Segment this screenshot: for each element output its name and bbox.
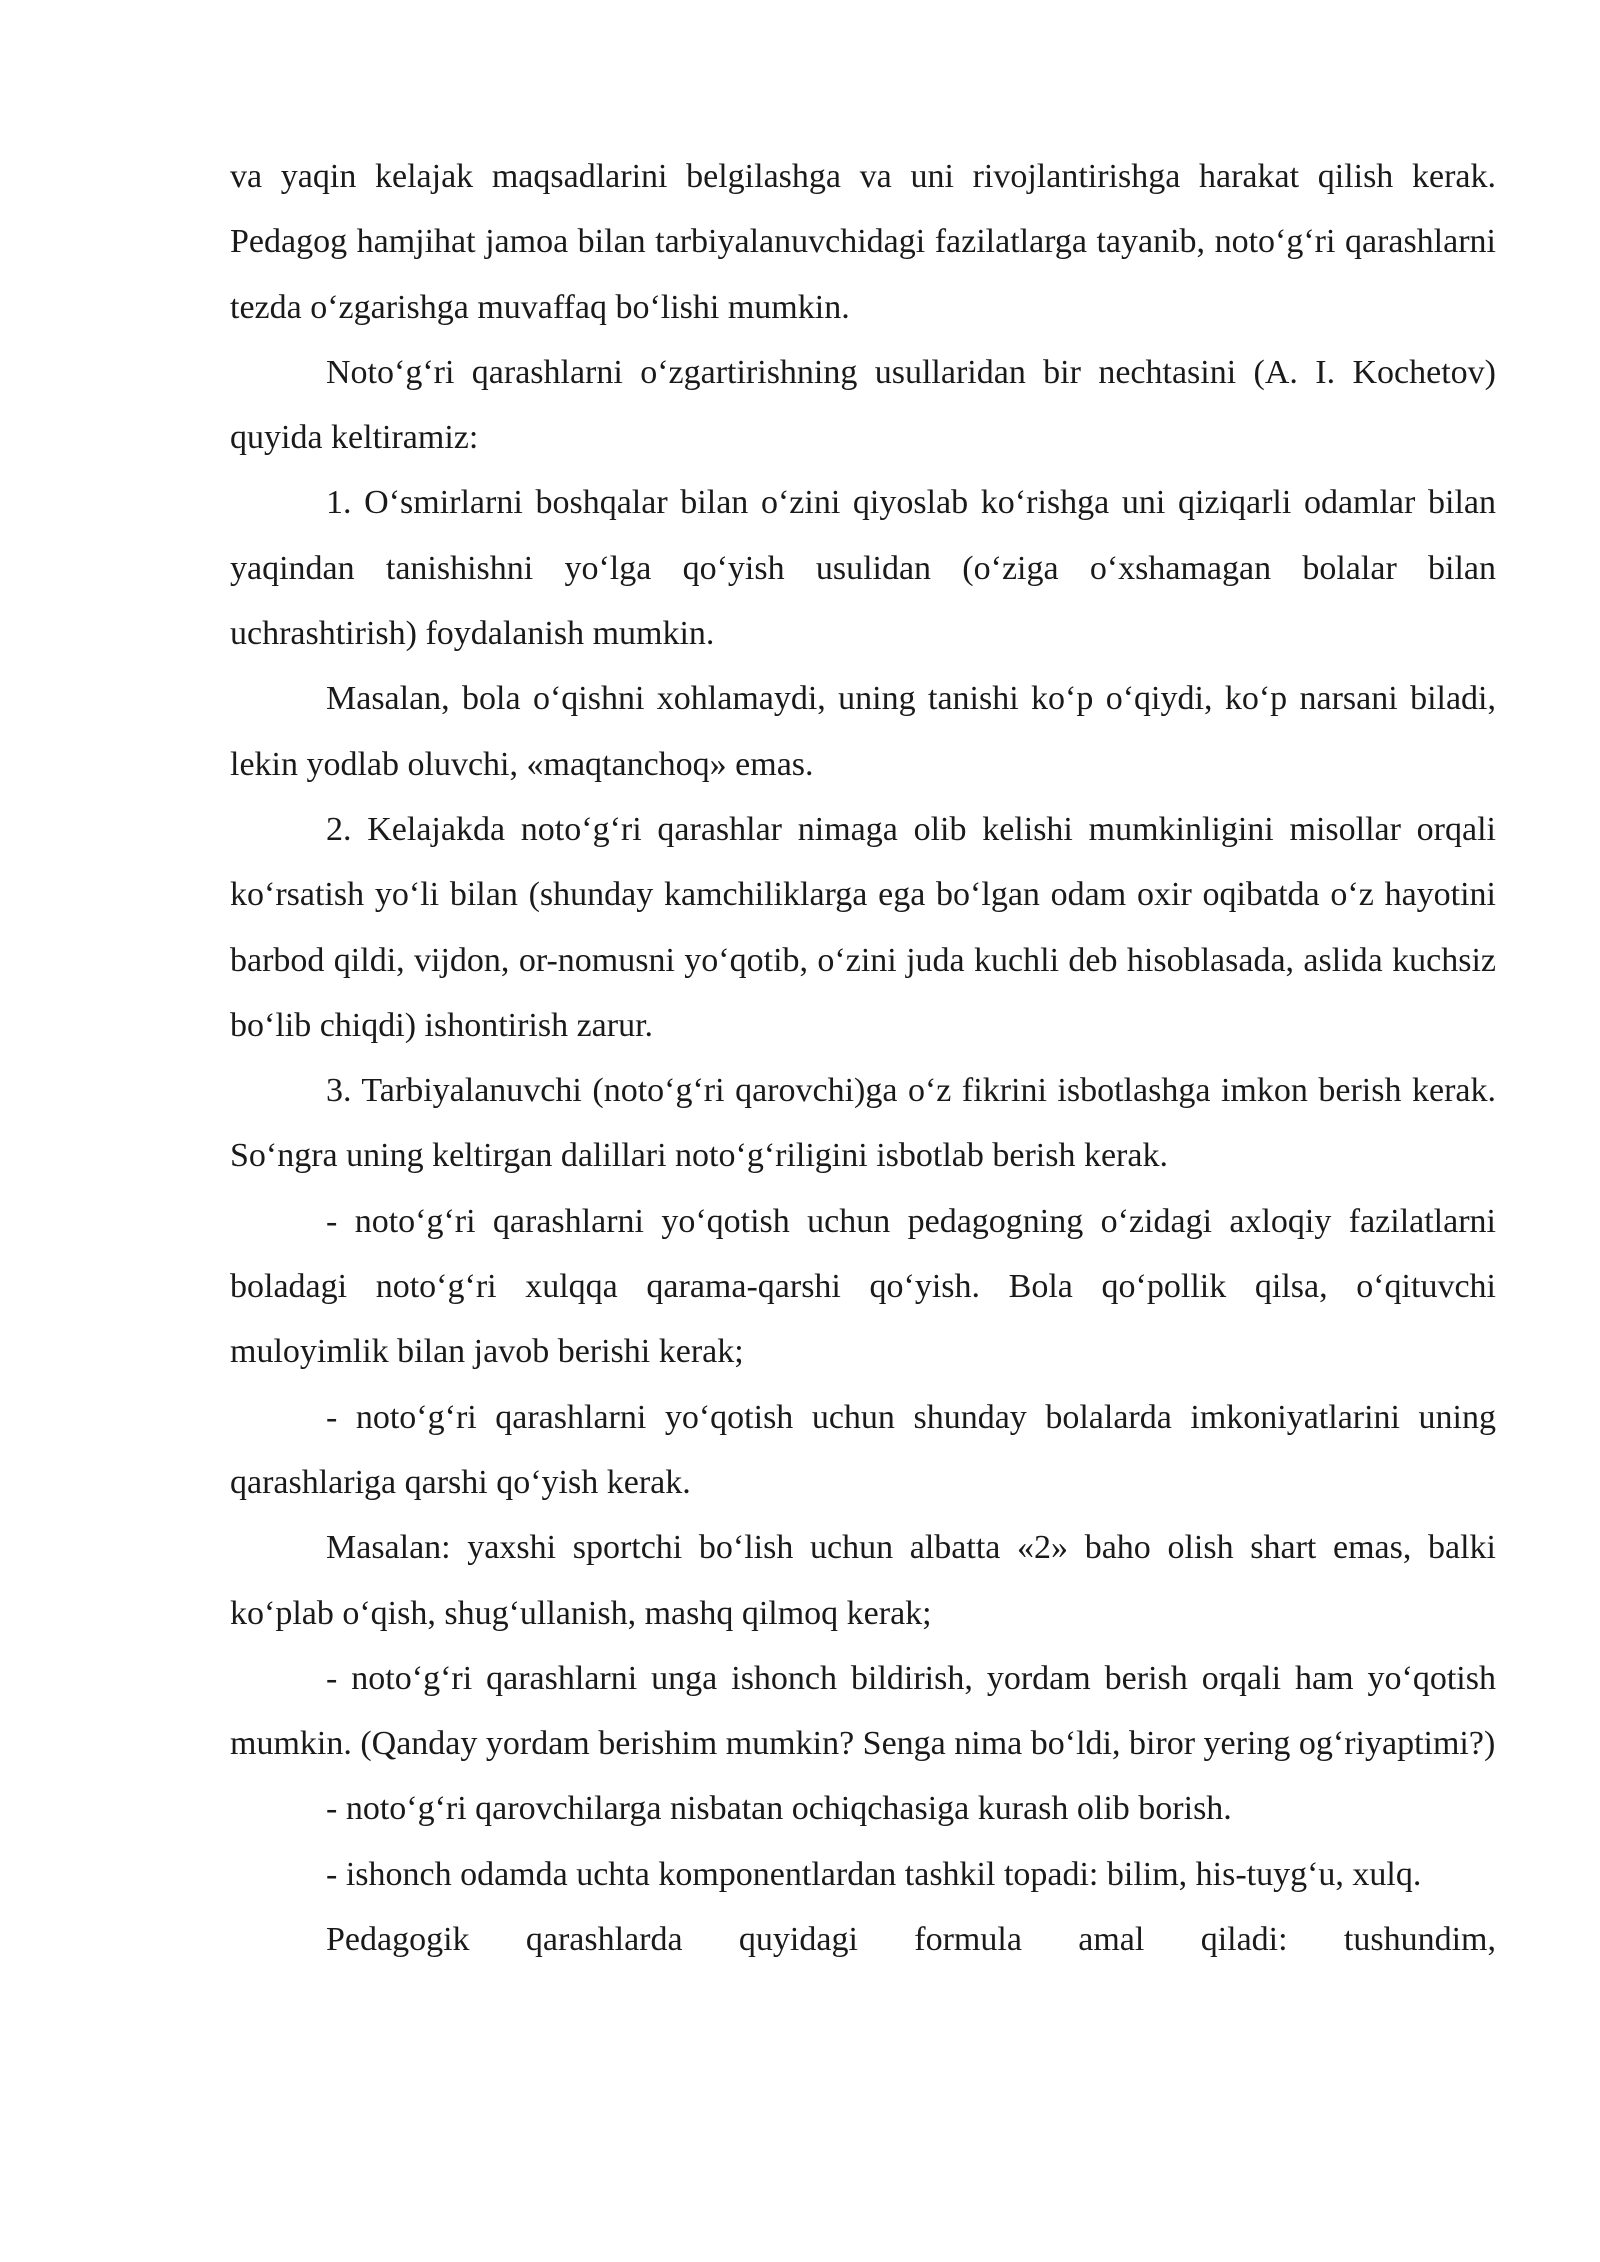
paragraph-4: Masalan, bola o‘qishni xohlamaydi, uning tanishi ko‘p o‘qiydi, ko‘p narsani biladi, lekin yodlab oluvchi, «maqtanchoq» emas. bbox=[230, 680, 1496, 783]
paragraph-7: - noto‘g‘ri qarashlarni yo‘qotish uchun pedagogning o‘zidagi axloqiy fazilatlarni boladagi noto‘g‘ri xulqqa qarama-qarshi qo‘yish. Bola qo‘pollik qilsa, o‘qituvchi muloyimlik bilan javob berishi kerak; bbox=[230, 1202, 1496, 1371]
paragraph-5: 2. Kelajakda noto‘g‘ri qarashlar nimaga olib kelishi mumkinligini misollar orqali ko‘rsatish yo‘li bilan (shunday kamchiliklarga ega bo‘lgan odam oxir oqibatda o‘z hayotini barbod qildi, vijdon, or-nomusni yo‘qotib, o‘zini juda kuchli deb hisoblasada, aslida kuchsiz bo‘lib chiqdi) ishontirish zarur. bbox=[230, 810, 1496, 1044]
document-page bbox=[230, 144, 1496, 1972]
paragraph-3: 1. O‘smirlarni boshqalar bilan o‘zini qiyoslab ko‘rishga uni qiziqarli odamlar bilan yaqindan tanishishni yo‘lga qo‘yish usulidan (o‘ziga o‘xshamagan bolalar bilan uchrashtirish) foydalanish mumkin. bbox=[230, 484, 1496, 653]
paragraph-11: - noto‘g‘ri qarovchilarga nisbatan ochiqchasiga kurash olib borish. bbox=[326, 1790, 1232, 1828]
paragraph-2: Noto‘g‘ri qarashlarni o‘zgartirishning usullaridan bir nechtasini (A. I. Kochetov) quyida keltiramiz: bbox=[230, 353, 1496, 457]
paragraph-13: Pedagogik qarashlarda quyidagi formula amal qiladi: tushundim, bbox=[326, 1921, 1496, 1959]
paragraph-8: - noto‘g‘ri qarashlarni yo‘qotish uchun shunday bolalarda imkoniyatlarini uning qarashlariga qarshi qo‘yish kerak. bbox=[230, 1398, 1496, 1501]
paragraph-12: - ishonch odamda uchta komponentlardan tashkil topadi: bilim, his-tuyg‘u, xulq. bbox=[326, 1855, 1422, 1893]
paragraph-1: va yaqin kelajak maqsadlarini belgilashga va uni rivojlantirishga harakat qilish kerak. Pedagog hamjihat jamoa bilan tarbiyalanuvchidagi fazilatlarga tayanib, noto‘g‘ri qarashlarni tezda o‘zgarishga muvaffaq bo‘lishi mumkin. bbox=[230, 158, 1496, 326]
paragraph-6: 3. Tarbiyalanuvchi (noto‘g‘ri qarovchi)ga o‘z fikrini isbotlashga imkon berish kerak. So‘ngra uning keltirgan dalillari noto‘g‘riligini isbotlab berish kerak. bbox=[230, 1072, 1496, 1175]
paragraph-10: - noto‘g‘ri qarashlarni unga ishonch bildirish, yordam berish orqali ham yo‘qotish mumkin. (Qanday yordam berishim mumkin? Senga nima bo‘ldi, biror yering og‘riyaptimi?) bbox=[230, 1659, 1496, 1763]
paragraph-9: Masalan: yaxshi sportchi bo‘lish uchun albatta «2» baho olish shart emas, balki ko‘plab o‘qish, shug‘ullanish, mashq qilmoq kerak; bbox=[230, 1529, 1496, 1632]
